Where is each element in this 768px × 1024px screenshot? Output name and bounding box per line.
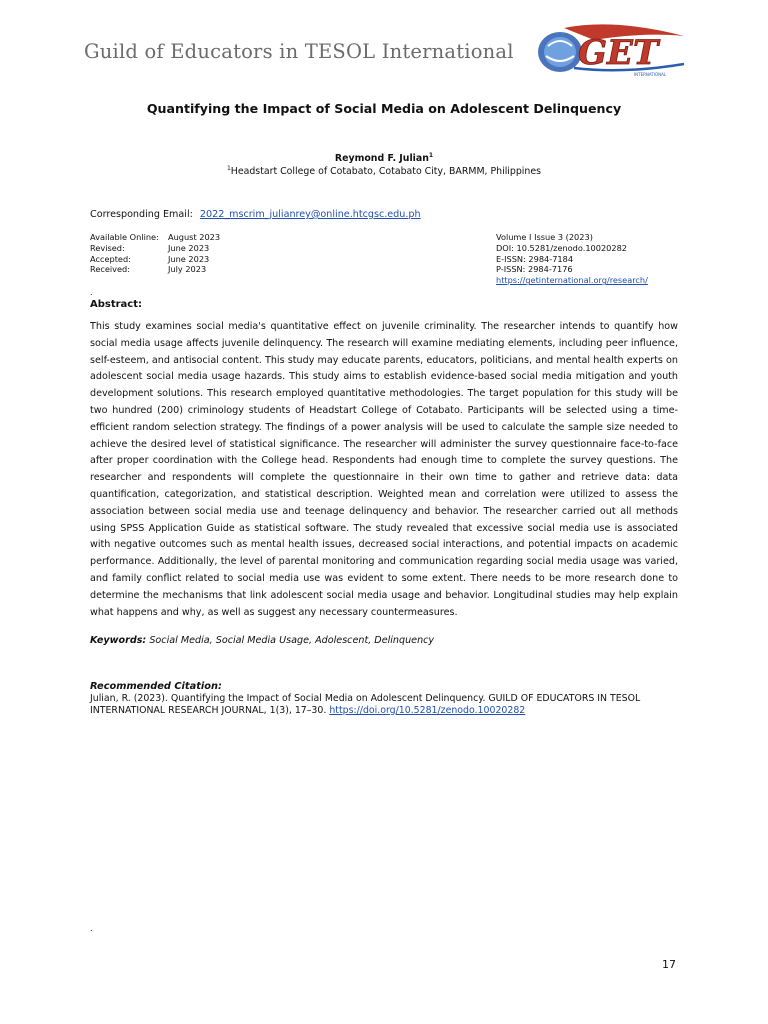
date-value: July 2023 xyxy=(168,264,207,275)
pissn-text: P-ISSN: 2984-7176 xyxy=(496,264,573,275)
publication-block xyxy=(496,232,648,286)
date-label: Accepted: xyxy=(90,253,131,264)
keywords-text: Social Media, Social Media Usage, Adolescent, Delinquency xyxy=(149,635,435,646)
dates-block xyxy=(90,232,220,275)
citation-doi-link[interactable]: https://doi.org/10.5281/zenodo.10020282 xyxy=(329,704,526,716)
author-sup: 1 xyxy=(428,151,434,159)
date-value: June 2023 xyxy=(168,253,210,264)
journal-logo xyxy=(534,22,694,78)
volume-issue: Volume I Issue 3 (2023) xyxy=(496,232,593,242)
keywords-label: Keywords: xyxy=(90,635,147,646)
paper-title: Quantifying the Impact of Social Media on Adolescent Delinquency xyxy=(146,101,622,116)
corresponding-email-row xyxy=(90,209,421,220)
date-label: Received: xyxy=(90,264,131,275)
citation-body: Julian, R. (2023). Quantifying the Impact of Social Media on Adolescent Delinquency. GUILD OF EDUCATORS IN TESOL INTERNATIONAL RESEARCH JOURNAL, 1(3), 17–30. xyxy=(90,693,641,716)
date-label: Revised: xyxy=(90,242,125,253)
journal-name: Guild of Educators in TESOL International xyxy=(84,40,514,63)
abstract-text: This study examines social media's quantitative effect on juvenile criminality. The researcher intends to quantify how social media usage affects juvenile delinquency. The research will examine mediating elements, including peer influence, self-esteem, and antisocial content. This study may educate parents, educators, politicians, and mental health experts on adolescent social media usage hazards. This study aims to establish evidence-based social media mitigation and youth development solutions. This research employed quantitative methodologies. The target population for this study will be two hundred (200) criminology students of Headstart College of Cotabato. Participants will be selected using a time-efficient random selection strategy. The findings of a power analysis will be used to calculate the sample size needed to achieve the desired level of statistical significance. The researcher will administer the survey questionnaire face-to-face after proper coordination with the College head. Respondents had enough time to complete the survey questions. The researcher and respondents will complete the questionnaire in their own time to gather and retrieve data: data quantification, categorization, and statistical description. Weighted mean and correlation were utilized to assess the association between social media use and teenage delinquency and behavior. The researcher carried out all methods using SPSS Application Guide as statistical software. The study revealed that excessive social media use is associated with negative outcomes such as mental health issues, decreased social interactions, and potential impacts on academic performance. Additionally, the level of parental monitoring and communication regarding social media usage was varied, and family conflict related to social media use was evident to some extent. There needs to be more research done to determine the mechanisms that link adolescent social media usage and behavior. Longitudinal studies may help explain what happens and why, as well as suggest any necessary countermeasures. xyxy=(90,321,678,618)
eissn-text: E-ISSN: 2984-7184 xyxy=(496,253,574,264)
citation-text xyxy=(90,693,680,716)
stray-dot: . xyxy=(90,924,93,933)
email-label: Corresponding Email: xyxy=(90,209,193,220)
affiliation-sup: 1 xyxy=(226,164,231,172)
date-row-received xyxy=(90,264,220,275)
citation-heading: Recommended Citation: xyxy=(90,681,222,692)
date-row-accepted xyxy=(90,254,220,265)
affiliation xyxy=(0,166,768,177)
keywords-line xyxy=(90,635,434,646)
author-name xyxy=(0,153,768,164)
affiliation-text: Headstart College of Cotabato, Cotabato City, BARMM, Philippines xyxy=(230,166,542,177)
date-label: Available Online: xyxy=(90,232,159,242)
author-name-text: Reymond F. Julian xyxy=(334,153,429,164)
date-row-revised xyxy=(90,243,220,254)
date-value: June 2023 xyxy=(168,242,210,253)
date-value: August 2023 xyxy=(168,232,221,242)
svg-text:INTERNATIONAL: INTERNATIONAL xyxy=(634,72,667,77)
svg-text:GET: GET xyxy=(578,33,659,73)
get-logo-icon xyxy=(534,22,694,78)
stray-dot: . xyxy=(90,288,93,297)
email-link[interactable]: 2022_mscrim_julianrey@online.htcgsc.edu.ph xyxy=(199,209,421,220)
page-number: 17 xyxy=(662,958,676,971)
abstract-heading: Abstract: xyxy=(90,299,143,310)
doi-text: DOI: 10.5281/zenodo.10020282 xyxy=(496,242,628,253)
date-row-available xyxy=(90,232,220,243)
journal-url-link[interactable]: https://getinternational.org/research/ xyxy=(496,275,648,286)
